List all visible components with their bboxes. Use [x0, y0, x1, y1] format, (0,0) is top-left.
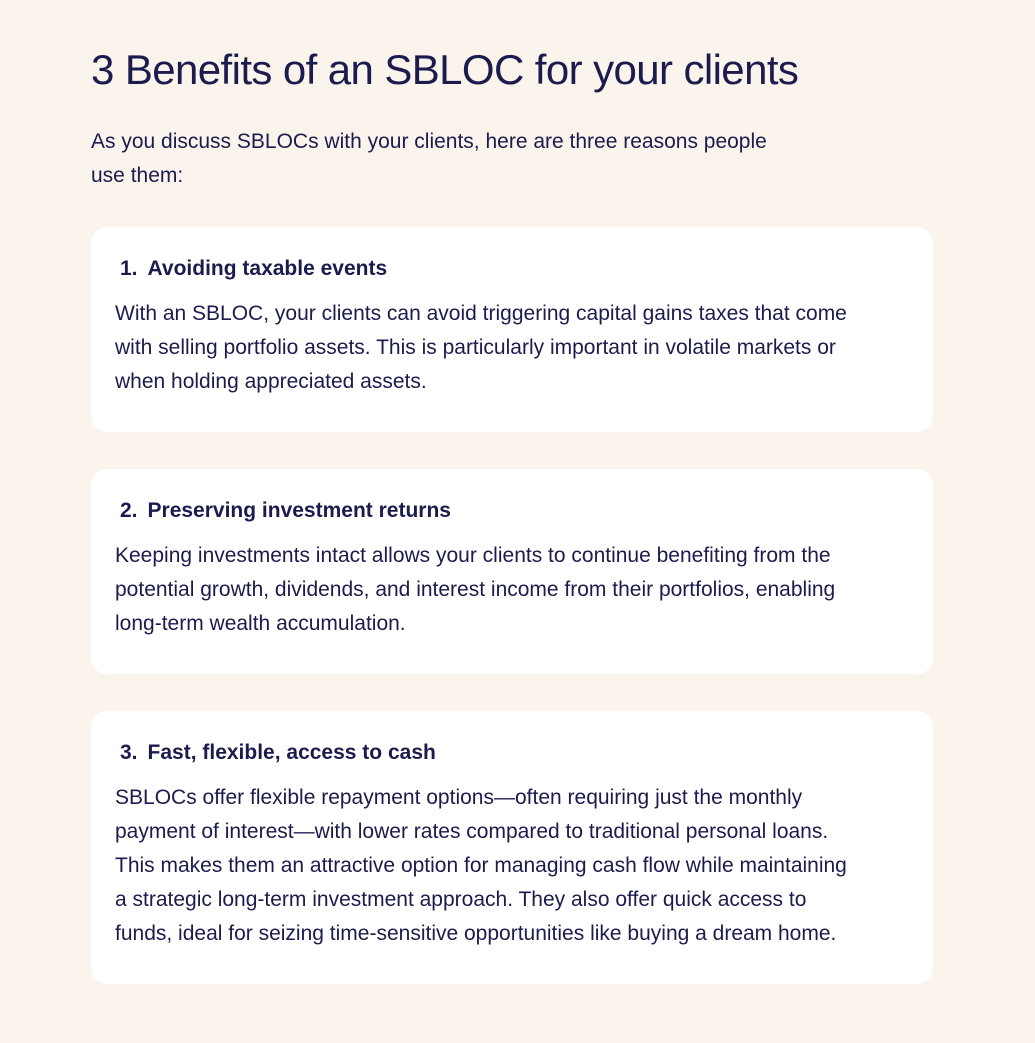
benefit-card-list: [91, 227, 933, 984]
benefit-heading-2: [120, 498, 905, 524]
intro-text: As you discuss SBLOCs with your clients, here are three reasons people use them:: [91, 130, 767, 187]
benefit-body: SBLOCs offer flexible repayment options—often requiring just the monthly payment of interest—with lower rates compared to traditional personal loans. This makes them an attractive option for managing cash flow while maintaining a strategic long-term investment approach. They also offer quick access to funds, ideal for seizing time-sensitive opportunities like buying a dream home.: [115, 786, 847, 945]
benefit-body: With an SBLOC, your clients can avoid triggering capital gains taxes that come with selling portfolio assets. This is particularly important in volatile markets or when holding appreciated assets.: [115, 302, 847, 393]
benefit-body: Keeping investments intact allows your clients to continue benefiting from the potential growth, dividends, and interest income from their portfolios, enabling long-term wealth accumulation.: [115, 544, 836, 635]
benefit-number: 3.: [120, 741, 138, 764]
benefit-title: Avoiding taxable events: [147, 257, 388, 280]
benefit-card-2: [91, 469, 933, 674]
benefit-heading-1: [120, 256, 905, 282]
benefit-number: 1.: [120, 257, 138, 280]
page-title: 3 Benefits of an SBLOC for your clients: [91, 46, 799, 93]
benefit-card-3: [91, 711, 933, 984]
benefit-title: Fast, flexible, access to cash: [147, 741, 436, 764]
benefit-number: 2.: [120, 499, 138, 522]
benefit-title: Preserving investment returns: [147, 499, 451, 522]
benefit-card-1: [91, 227, 933, 432]
benefit-heading-3: [120, 740, 905, 766]
